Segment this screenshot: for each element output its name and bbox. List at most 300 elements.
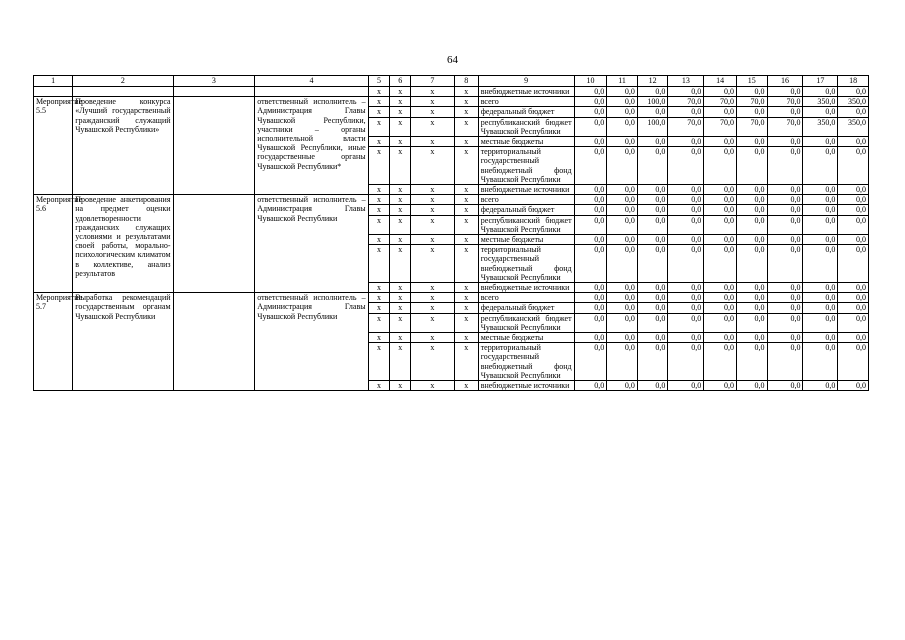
code-mark: x <box>454 147 478 185</box>
amount-cell: 0,0 <box>574 215 607 234</box>
header-cell: 10 <box>574 76 607 87</box>
code-mark: x <box>390 245 411 283</box>
empty-cell <box>173 195 255 293</box>
funding-source: внебюджетные источники <box>478 87 574 97</box>
amount-cell: 0,0 <box>736 235 767 245</box>
amount-cell: 0,0 <box>574 303 607 313</box>
amount-cell: 0,0 <box>574 97 607 107</box>
code-mark: x <box>390 333 411 343</box>
amount-cell: 0,0 <box>607 137 638 147</box>
amount-cell: 0,0 <box>637 313 668 332</box>
amount-cell: 0,0 <box>704 343 737 381</box>
code-mark: x <box>390 195 411 205</box>
amount-cell: 0,0 <box>704 235 737 245</box>
amount-cell: 0,0 <box>767 235 803 245</box>
amount-cell: 0,0 <box>803 87 838 97</box>
amount-cell: 0,0 <box>607 343 638 381</box>
code-mark: x <box>454 245 478 283</box>
code-mark: x <box>411 313 455 332</box>
code-mark: x <box>368 147 390 185</box>
amount-cell: 70,0 <box>736 97 767 107</box>
code-mark: x <box>411 381 455 391</box>
amount-cell: 0,0 <box>704 107 737 117</box>
code-mark: x <box>368 97 390 107</box>
amount-cell: 0,0 <box>767 333 803 343</box>
code-mark: x <box>368 205 390 215</box>
amount-cell: 0,0 <box>607 185 638 195</box>
amount-cell: 0,0 <box>574 137 607 147</box>
code-mark: x <box>390 235 411 245</box>
amount-cell: 0,0 <box>607 245 638 283</box>
code-mark: x <box>411 137 455 147</box>
funding-source: местные бюджеты <box>478 137 574 147</box>
amount-cell: 0,0 <box>767 215 803 234</box>
header-cell: 2 <box>73 76 173 87</box>
code-mark: x <box>454 117 478 136</box>
amount-cell: 0,0 <box>838 283 869 293</box>
header-cell: 9 <box>478 76 574 87</box>
table-row <box>34 195 869 205</box>
amount-cell: 0,0 <box>607 87 638 97</box>
code-mark: x <box>454 333 478 343</box>
code-mark: x <box>390 303 411 313</box>
header-cell: 17 <box>803 76 838 87</box>
amount-cell: 0,0 <box>704 283 737 293</box>
code-mark: x <box>368 293 390 303</box>
funding-source: внебюджетные источники <box>478 185 574 195</box>
amount-cell: 0,0 <box>607 293 638 303</box>
amount-cell: 0,0 <box>607 283 638 293</box>
code-mark: x <box>454 195 478 205</box>
amount-cell: 0,0 <box>668 107 704 117</box>
amount-cell: 0,0 <box>574 205 607 215</box>
code-mark: x <box>411 117 455 136</box>
amount-cell: 0,0 <box>637 137 668 147</box>
amount-cell: 0,0 <box>668 195 704 205</box>
amount-cell: 0,0 <box>767 245 803 283</box>
amount-cell: 0,0 <box>704 245 737 283</box>
funding-source: федеральный бюджет <box>478 107 574 117</box>
code-mark: x <box>411 333 455 343</box>
amount-cell: 0,0 <box>803 195 838 205</box>
measure-id: Мероприятие 5.7 <box>34 293 73 391</box>
code-mark: x <box>390 147 411 185</box>
amount-cell: 350,0 <box>838 117 869 136</box>
amount-cell: 0,0 <box>574 195 607 205</box>
code-mark: x <box>368 381 390 391</box>
amount-cell: 0,0 <box>607 205 638 215</box>
amount-cell: 70,0 <box>704 117 737 136</box>
amount-cell: 0,0 <box>803 147 838 185</box>
funding-source: всего <box>478 97 574 107</box>
code-mark: x <box>411 283 455 293</box>
amount-cell: 0,0 <box>574 313 607 332</box>
code-mark: x <box>454 235 478 245</box>
amount-cell: 70,0 <box>668 117 704 136</box>
code-mark: x <box>411 107 455 117</box>
code-mark: x <box>411 215 455 234</box>
amount-cell: 0,0 <box>574 381 607 391</box>
amount-cell: 0,0 <box>574 245 607 283</box>
amount-cell: 100,0 <box>637 97 668 107</box>
amount-cell: 70,0 <box>767 97 803 107</box>
code-mark: x <box>454 185 478 195</box>
amount-cell: 0,0 <box>607 235 638 245</box>
amount-cell: 0,0 <box>668 235 704 245</box>
code-mark: x <box>368 185 390 195</box>
funding-source: федеральный бюджет <box>478 303 574 313</box>
code-mark: x <box>454 107 478 117</box>
amount-cell: 0,0 <box>637 195 668 205</box>
code-mark: x <box>454 137 478 147</box>
amount-cell: 0,0 <box>607 333 638 343</box>
amount-cell: 0,0 <box>607 313 638 332</box>
code-mark: x <box>368 215 390 234</box>
amount-cell: 0,0 <box>838 215 869 234</box>
amount-cell: 0,0 <box>838 147 869 185</box>
amount-cell: 0,0 <box>637 215 668 234</box>
amount-cell: 0,0 <box>574 343 607 381</box>
amount-cell: 0,0 <box>637 107 668 117</box>
amount-cell: 0,0 <box>838 185 869 195</box>
amount-cell: 0,0 <box>704 293 737 303</box>
code-mark: x <box>368 283 390 293</box>
measure-name: Проведение конкурса «Лучший государственный гражданский служащий Чувашской Республики» <box>73 97 173 195</box>
amount-cell: 0,0 <box>803 235 838 245</box>
amount-cell: 0,0 <box>668 87 704 97</box>
amount-cell: 70,0 <box>767 117 803 136</box>
amount-cell: 0,0 <box>803 215 838 234</box>
amount-cell: 0,0 <box>668 205 704 215</box>
amount-cell: 0,0 <box>803 343 838 381</box>
amount-cell: 0,0 <box>607 147 638 185</box>
amount-cell: 0,0 <box>637 235 668 245</box>
amount-cell: 0,0 <box>767 185 803 195</box>
header-cell: 7 <box>411 76 455 87</box>
amount-cell: 0,0 <box>803 185 838 195</box>
responsible-executor: ответственный исполнитель – Администрация Главы Чувашской Республики <box>255 293 368 391</box>
code-mark: x <box>368 303 390 313</box>
amount-cell: 0,0 <box>574 185 607 195</box>
measure-name: Проведение анкетирования на предмет оценки удовлетворенности гражданских служащих условиями и результатами своей работы, морально-психологическим климатом в коллективе, анализ результатов <box>73 195 173 293</box>
measure-id: Мероприятие 5.5 <box>34 97 73 195</box>
amount-cell: 0,0 <box>767 313 803 332</box>
table-row <box>34 293 869 303</box>
amount-cell: 0,0 <box>803 313 838 332</box>
table-row <box>34 97 869 107</box>
header-cell: 6 <box>390 76 411 87</box>
header-cell: 16 <box>767 76 803 87</box>
amount-cell: 0,0 <box>637 303 668 313</box>
empty-cell <box>173 87 255 97</box>
amount-cell: 0,0 <box>668 215 704 234</box>
amount-cell: 0,0 <box>736 205 767 215</box>
amount-cell: 0,0 <box>668 147 704 185</box>
measure-name: Выработка рекомендаций государственным органам Чувашской Республики <box>73 293 173 391</box>
amount-cell: 0,0 <box>736 245 767 283</box>
code-mark: x <box>454 313 478 332</box>
amount-cell: 0,0 <box>767 205 803 215</box>
funding-source: всего <box>478 293 574 303</box>
code-mark: x <box>454 283 478 293</box>
amount-cell: 0,0 <box>637 205 668 215</box>
amount-cell: 0,0 <box>668 293 704 303</box>
amount-cell: 0,0 <box>574 283 607 293</box>
code-mark: x <box>411 87 455 97</box>
header-cell: 14 <box>704 76 737 87</box>
code-mark: x <box>390 205 411 215</box>
code-mark: x <box>454 303 478 313</box>
amount-cell: 70,0 <box>668 97 704 107</box>
amount-cell: 0,0 <box>767 381 803 391</box>
code-mark: x <box>454 293 478 303</box>
amount-cell: 0,0 <box>668 185 704 195</box>
amount-cell: 0,0 <box>574 87 607 97</box>
header-cell: 13 <box>668 76 704 87</box>
amount-cell: 0,0 <box>668 303 704 313</box>
code-mark: x <box>390 343 411 381</box>
empty-cell <box>73 87 173 97</box>
amount-cell: 0,0 <box>607 117 638 136</box>
amount-cell: 70,0 <box>704 97 737 107</box>
amount-cell: 0,0 <box>704 381 737 391</box>
amount-cell: 0,0 <box>637 185 668 195</box>
funding-source: всего <box>478 195 574 205</box>
code-mark: x <box>368 87 390 97</box>
code-mark: x <box>368 343 390 381</box>
amount-cell: 0,0 <box>668 245 704 283</box>
amount-cell: 0,0 <box>574 293 607 303</box>
amount-cell: 0,0 <box>767 87 803 97</box>
amount-cell: 0,0 <box>736 137 767 147</box>
amount-cell: 0,0 <box>637 245 668 283</box>
amount-cell: 0,0 <box>637 87 668 97</box>
amount-cell: 0,0 <box>637 343 668 381</box>
code-mark: x <box>390 97 411 107</box>
code-mark: x <box>390 137 411 147</box>
funding-source: республиканский бюджет Чувашской Республики <box>478 117 574 136</box>
code-mark: x <box>368 235 390 245</box>
amount-cell: 0,0 <box>838 195 869 205</box>
responsible-executor: ответственный исполнитель – Администрация Главы Чувашской Республики <box>255 195 368 293</box>
code-mark: x <box>390 87 411 97</box>
measure-id: Мероприятие 5.6 <box>34 195 73 293</box>
empty-cell <box>34 87 73 97</box>
code-mark: x <box>411 245 455 283</box>
amount-cell: 0,0 <box>838 87 869 97</box>
amount-cell: 0,0 <box>637 283 668 293</box>
amount-cell: 0,0 <box>838 245 869 283</box>
funding-source: территориальный государственный внебюджетный фонд Чувашской Республики <box>478 343 574 381</box>
amount-cell: 0,0 <box>607 107 638 117</box>
amount-cell: 0,0 <box>736 381 767 391</box>
amount-cell: 0,0 <box>767 107 803 117</box>
amount-cell: 0,0 <box>736 333 767 343</box>
code-mark: x <box>411 293 455 303</box>
code-mark: x <box>368 245 390 283</box>
amount-cell: 0,0 <box>668 283 704 293</box>
amount-cell: 0,0 <box>736 293 767 303</box>
header-cell: 4 <box>255 76 368 87</box>
code-mark: x <box>411 235 455 245</box>
funding-source: территориальный государственный внебюджетный фонд Чувашской Республики <box>478 147 574 185</box>
header-cell: 11 <box>607 76 638 87</box>
code-mark: x <box>368 313 390 332</box>
amount-cell: 0,0 <box>736 343 767 381</box>
code-mark: x <box>454 205 478 215</box>
amount-cell: 0,0 <box>607 303 638 313</box>
amount-cell: 0,0 <box>704 205 737 215</box>
amount-cell: 0,0 <box>704 313 737 332</box>
amount-cell: 0,0 <box>803 137 838 147</box>
amount-cell: 0,0 <box>668 137 704 147</box>
code-mark: x <box>368 137 390 147</box>
amount-cell: 0,0 <box>838 235 869 245</box>
code-mark: x <box>368 107 390 117</box>
amount-cell: 0,0 <box>838 333 869 343</box>
amount-cell: 0,0 <box>767 137 803 147</box>
amount-cell: 100,0 <box>637 117 668 136</box>
amount-cell: 0,0 <box>803 107 838 117</box>
code-mark: x <box>454 215 478 234</box>
amount-cell: 0,0 <box>767 195 803 205</box>
code-mark: x <box>411 147 455 185</box>
amount-cell: 350,0 <box>803 117 838 136</box>
amount-cell: 0,0 <box>704 195 737 205</box>
amount-cell: 0,0 <box>838 137 869 147</box>
amount-cell: 0,0 <box>704 87 737 97</box>
amount-cell: 0,0 <box>838 303 869 313</box>
amount-cell: 350,0 <box>803 97 838 107</box>
amount-cell: 0,0 <box>803 283 838 293</box>
amount-cell: 0,0 <box>803 333 838 343</box>
amount-cell: 0,0 <box>736 147 767 185</box>
code-mark: x <box>411 185 455 195</box>
amount-cell: 0,0 <box>607 381 638 391</box>
code-mark: x <box>368 333 390 343</box>
funding-source: местные бюджеты <box>478 333 574 343</box>
code-mark: x <box>454 343 478 381</box>
amount-cell: 0,0 <box>704 303 737 313</box>
header-cell: 5 <box>368 76 390 87</box>
funding-source: республиканский бюджет Чувашской Республики <box>478 215 574 234</box>
amount-cell: 0,0 <box>736 215 767 234</box>
amount-cell: 0,0 <box>838 293 869 303</box>
amount-cell: 0,0 <box>607 215 638 234</box>
funding-source: федеральный бюджет <box>478 205 574 215</box>
empty-cell <box>173 293 255 391</box>
amount-cell: 0,0 <box>574 117 607 136</box>
responsible-executor: ответственный исполнитель – Администрация Главы Чувашской Республики, участники – органы исполнительной власти Чувашской Республики, иные государственные органы Чувашской Республики* <box>255 97 368 195</box>
amount-cell: 0,0 <box>803 245 838 283</box>
amount-cell: 0,0 <box>637 293 668 303</box>
amount-cell: 0,0 <box>574 147 607 185</box>
code-mark: x <box>390 107 411 117</box>
amount-cell: 0,0 <box>574 107 607 117</box>
amount-cell: 0,0 <box>767 283 803 293</box>
amount-cell: 0,0 <box>736 313 767 332</box>
code-mark: x <box>411 343 455 381</box>
funding-source: внебюджетные источники <box>478 283 574 293</box>
amount-cell: 0,0 <box>838 205 869 215</box>
amount-cell: 0,0 <box>736 303 767 313</box>
header-cell: 8 <box>454 76 478 87</box>
header-cell: 3 <box>173 76 255 87</box>
amount-cell: 0,0 <box>704 185 737 195</box>
code-mark: x <box>411 97 455 107</box>
header-row <box>34 76 869 87</box>
header-cell: 18 <box>838 76 869 87</box>
header-cell: 12 <box>637 76 668 87</box>
code-mark: x <box>454 87 478 97</box>
amount-cell: 0,0 <box>637 333 668 343</box>
amount-cell: 0,0 <box>668 381 704 391</box>
amount-cell: 0,0 <box>736 195 767 205</box>
code-mark: x <box>390 283 411 293</box>
code-mark: x <box>368 117 390 136</box>
amount-cell: 0,0 <box>803 381 838 391</box>
amount-cell: 0,0 <box>838 313 869 332</box>
amount-cell: 0,0 <box>767 343 803 381</box>
table-row <box>34 87 869 97</box>
amount-cell: 350,0 <box>838 97 869 107</box>
amount-cell: 0,0 <box>736 107 767 117</box>
code-mark: x <box>390 215 411 234</box>
amount-cell: 0,0 <box>736 283 767 293</box>
amount-cell: 0,0 <box>803 205 838 215</box>
amount-cell: 0,0 <box>704 333 737 343</box>
code-mark: x <box>390 117 411 136</box>
code-mark: x <box>411 205 455 215</box>
amount-cell: 70,0 <box>736 117 767 136</box>
amount-cell: 0,0 <box>767 303 803 313</box>
code-mark: x <box>454 381 478 391</box>
amount-cell: 0,0 <box>838 343 869 381</box>
budget-table <box>33 75 869 391</box>
code-mark: x <box>390 293 411 303</box>
amount-cell: 0,0 <box>838 381 869 391</box>
amount-cell: 0,0 <box>668 343 704 381</box>
header-cell: 1 <box>34 76 73 87</box>
empty-cell <box>255 87 368 97</box>
amount-cell: 0,0 <box>637 147 668 185</box>
funding-source: внебюджетные источники <box>478 381 574 391</box>
amount-cell: 0,0 <box>574 333 607 343</box>
code-mark: x <box>411 303 455 313</box>
code-mark: x <box>368 195 390 205</box>
amount-cell: 0,0 <box>607 97 638 107</box>
code-mark: x <box>390 313 411 332</box>
amount-cell: 0,0 <box>767 293 803 303</box>
funding-source: местные бюджеты <box>478 235 574 245</box>
amount-cell: 0,0 <box>803 303 838 313</box>
code-mark: x <box>390 185 411 195</box>
amount-cell: 0,0 <box>736 87 767 97</box>
amount-cell: 0,0 <box>704 215 737 234</box>
amount-cell: 0,0 <box>803 293 838 303</box>
header-cell: 15 <box>736 76 767 87</box>
amount-cell: 0,0 <box>607 195 638 205</box>
empty-cell <box>173 97 255 195</box>
amount-cell: 0,0 <box>704 147 737 185</box>
code-mark: x <box>390 381 411 391</box>
amount-cell: 0,0 <box>736 185 767 195</box>
amount-cell: 0,0 <box>668 333 704 343</box>
amount-cell: 0,0 <box>574 235 607 245</box>
code-mark: x <box>454 97 478 107</box>
amount-cell: 0,0 <box>668 313 704 332</box>
funding-source: территориальный государственный внебюджетный фонд Чувашской Республики <box>478 245 574 283</box>
